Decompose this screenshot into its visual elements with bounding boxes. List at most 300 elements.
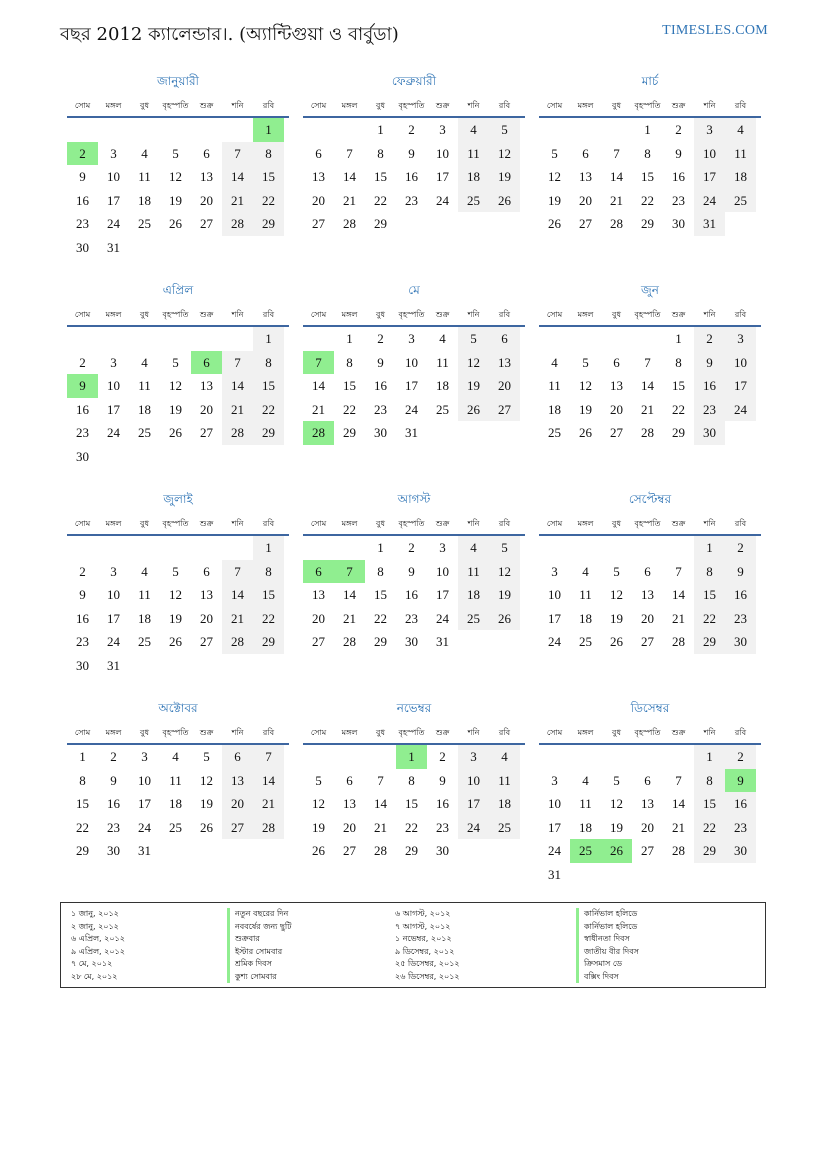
day-cell: 6 — [644, 563, 651, 579]
day-cell: 23 — [107, 819, 120, 835]
day-cell: 20 — [610, 401, 623, 417]
weekday-label: মঙ্গল — [341, 519, 358, 528]
legend-dates-col-1 — [71, 908, 125, 983]
weekday-label: সোম — [310, 310, 327, 319]
weekday-label: রবি — [498, 101, 511, 110]
day-cell: 3 — [141, 749, 148, 764]
day-cell: 22 — [672, 401, 685, 417]
day-cell: 31 — [694, 212, 725, 236]
month-block — [67, 490, 289, 677]
day-cell: 7 — [377, 772, 384, 788]
weekday-header — [67, 96, 289, 118]
weekday-header — [539, 96, 761, 118]
day-cell: 10 — [548, 587, 561, 602]
day-cell: 12 — [169, 169, 182, 184]
day-cell: 12 — [200, 772, 213, 788]
day-cell: 17 — [107, 401, 120, 417]
day-cell: 14 — [672, 796, 685, 811]
weekday-label: শনি — [703, 728, 716, 737]
day-cell: 28 — [641, 425, 654, 440]
day-cell: 15 — [672, 378, 685, 393]
empty-cell — [365, 745, 396, 769]
day-cell: 22 — [641, 192, 654, 208]
day-cell: 23 — [405, 610, 418, 626]
empty-cell — [570, 745, 601, 769]
day-cell: 4 — [141, 563, 148, 579]
weekday-label: শুক্র — [671, 101, 686, 110]
day-cell: 3 — [110, 145, 117, 161]
day-cell: 19 — [548, 192, 561, 208]
weekday-label: সোম — [310, 728, 327, 737]
day-cell: 19 — [610, 610, 623, 626]
day-cell: 8 — [253, 351, 284, 375]
day-cell: 13 — [222, 769, 253, 793]
day-cell: 13 — [641, 587, 654, 602]
day-cell: 15 — [374, 169, 387, 184]
weekday-label: রবি — [262, 310, 275, 319]
day-cell: 30 — [672, 216, 685, 231]
weekday-label: রবি — [498, 519, 511, 528]
day-cell: 5 — [172, 354, 179, 370]
day-cell: 4 — [458, 536, 489, 560]
empty-cell — [632, 327, 663, 351]
day-cell: 11 — [458, 560, 489, 584]
day-cell: 16 — [436, 796, 449, 811]
day-cell: 7 — [346, 145, 353, 161]
empty-cell — [67, 118, 98, 142]
empty-cell — [303, 118, 334, 142]
day-cell: 25 — [436, 401, 449, 417]
day-cell: 24 — [138, 819, 151, 835]
days-grid — [539, 536, 761, 654]
weekday-label: রবি — [734, 310, 747, 319]
day-cell: 23 — [374, 401, 387, 417]
day-cell: 22 — [405, 819, 418, 835]
weekday-label: মঙ্গল — [341, 101, 358, 110]
empty-cell — [601, 327, 632, 351]
empty-cell — [570, 327, 601, 351]
day-cell: 16 — [672, 169, 685, 184]
day-cell: 4 — [489, 745, 520, 769]
day-cell: 30 — [405, 634, 418, 649]
day-cell: 6 — [644, 772, 651, 788]
weekday-label: বুধ — [376, 728, 385, 737]
empty-cell — [539, 745, 570, 769]
weekday-label: মঙ্গল — [577, 728, 594, 737]
weekday-label: বুধ — [612, 101, 621, 110]
day-cell: 11 — [138, 378, 151, 393]
legend-holiday-name: ক্রিসমাস ডে — [576, 958, 639, 971]
day-cell: 10 — [436, 145, 449, 161]
day-cell: 25 — [138, 216, 151, 231]
weekday-label: মঙ্গল — [341, 310, 358, 319]
day-cell: 31 — [436, 634, 449, 649]
day-cell: 11 — [579, 587, 592, 602]
day-cell: 21 — [672, 610, 685, 626]
weekday-label: মঙ্গল — [577, 101, 594, 110]
weekday-header — [539, 723, 761, 745]
weekday-label: শনি — [467, 728, 480, 737]
day-cell: 14 — [610, 169, 623, 184]
day-cell: 10 — [405, 354, 418, 370]
empty-cell — [539, 327, 570, 351]
day-cell: 9 — [675, 145, 682, 161]
day-cell: 31 — [405, 425, 418, 440]
day-cell: 14 — [374, 796, 387, 811]
legend-date: ৬ এপ্রিল, ২০১২ — [71, 934, 125, 943]
day-cell: 19 — [458, 374, 489, 398]
weekday-label: বুধ — [140, 519, 149, 528]
day-cell: 23 — [436, 819, 449, 835]
holiday-day-cell: 28 — [303, 421, 334, 445]
day-cell: 16 — [76, 610, 89, 626]
day-cell: 22 — [694, 816, 725, 840]
day-cell: 18 — [458, 165, 489, 189]
day-cell: 8 — [408, 772, 415, 788]
day-cell: 17 — [107, 610, 120, 626]
month-name: সেপ্টেম্বর — [628, 492, 672, 506]
day-cell: 15 — [253, 165, 284, 189]
month-block — [67, 72, 289, 259]
day-cell: 2 — [79, 354, 86, 370]
day-cell: 8 — [253, 560, 284, 584]
day-cell: 21 — [610, 192, 623, 208]
day-cell: 19 — [312, 819, 325, 835]
day-cell: 4 — [141, 354, 148, 370]
day-cell: 8 — [694, 560, 725, 584]
day-cell: 16 — [405, 587, 418, 602]
day-cell: 14 — [253, 769, 284, 793]
weekday-label: বুধ — [140, 728, 149, 737]
day-cell: 4 — [725, 118, 756, 142]
day-cell: 27 — [312, 634, 325, 649]
day-cell: 1 — [675, 331, 682, 346]
month-name: জানুয়ারী — [157, 74, 199, 88]
day-cell: 21 — [253, 792, 284, 816]
empty-cell — [334, 536, 365, 560]
day-cell: 17 — [107, 192, 120, 208]
month-block — [303, 72, 525, 236]
weekday-label: রবি — [734, 101, 747, 110]
day-cell: 5 — [489, 118, 520, 142]
day-cell: 22 — [694, 607, 725, 631]
month-block — [539, 490, 761, 654]
empty-cell — [129, 118, 160, 142]
day-cell: 29 — [672, 425, 685, 440]
day-cell: 10 — [107, 587, 120, 602]
day-cell: 12 — [610, 796, 623, 811]
day-cell: 27 — [641, 634, 654, 649]
weekday-label: শনি — [231, 101, 244, 110]
day-cell: 13 — [489, 351, 520, 375]
day-cell: 5 — [458, 327, 489, 351]
day-cell: 24 — [725, 398, 756, 422]
day-cell: 17 — [458, 792, 489, 816]
day-cell: 12 — [489, 142, 520, 166]
day-cell: 24 — [436, 610, 449, 626]
month-name: জুন — [641, 283, 659, 297]
month-name: ফেব্রুয়ারী — [391, 74, 437, 88]
weekday-header — [67, 305, 289, 327]
weekday-label: শনি — [467, 101, 480, 110]
day-cell: 27 — [200, 216, 213, 231]
day-cell: 29 — [405, 843, 418, 858]
weekday-label: বৃহস্পতি — [398, 101, 425, 110]
weekday-label: রবি — [734, 519, 747, 528]
day-cell: 15 — [405, 796, 418, 811]
day-cell: 27 — [222, 816, 253, 840]
day-cell: 25 — [138, 634, 151, 649]
empty-cell — [129, 536, 160, 560]
holiday-day-cell: 6 — [191, 351, 222, 375]
legend-date: ২৫ ডিসেম্বর, ২০১২ — [395, 959, 460, 968]
legend-holiday-name: কার্নিভাল হলিডে — [576, 908, 639, 921]
day-cell: 20 — [579, 192, 592, 208]
day-cell: 1 — [377, 540, 384, 555]
day-cell: 25 — [548, 425, 561, 440]
day-cell: 14 — [222, 583, 253, 607]
day-cell: 18 — [436, 378, 449, 393]
weekday-label: রবি — [262, 728, 275, 737]
holiday-day-cell: 1 — [396, 745, 427, 769]
day-cell: 28 — [672, 843, 685, 858]
day-cell: 14 — [641, 378, 654, 393]
holiday-day-cell: 9 — [67, 374, 98, 398]
day-cell: 20 — [200, 401, 213, 417]
weekday-label: সোম — [74, 101, 91, 110]
empty-cell — [222, 536, 253, 560]
empty-cell — [67, 536, 98, 560]
day-cell: 29 — [694, 630, 725, 654]
day-cell: 24 — [548, 843, 561, 858]
day-cell: 20 — [312, 192, 325, 208]
weekday-label: বুধ — [140, 101, 149, 110]
weekday-label: শুক্র — [435, 519, 450, 528]
legend-holiday-name: বক্সিং দিবস — [576, 971, 639, 984]
day-cell: 26 — [200, 819, 213, 835]
day-cell: 6 — [315, 145, 322, 161]
day-cell: 10 — [548, 796, 561, 811]
day-cell: 19 — [489, 165, 520, 189]
month-block — [303, 699, 525, 863]
day-cell: 26 — [169, 634, 182, 649]
weekday-label: সোম — [74, 519, 91, 528]
day-cell: 13 — [343, 796, 356, 811]
brand-link[interactable]: TIMESLES.COM — [662, 23, 768, 38]
empty-cell — [334, 118, 365, 142]
day-cell: 30 — [76, 657, 89, 673]
day-cell: 6 — [346, 772, 353, 788]
legend-names-col-1 — [227, 908, 292, 983]
day-cell: 15 — [253, 583, 284, 607]
empty-cell — [67, 327, 98, 351]
day-cell: 4 — [551, 354, 558, 370]
day-cell: 22 — [343, 401, 356, 417]
day-cell: 4 — [172, 749, 179, 764]
legend-holiday-name: স্বাধীনতা দিবস — [576, 933, 639, 946]
day-cell: 7 — [222, 142, 253, 166]
day-cell: 1 — [694, 745, 725, 769]
day-cell: 11 — [548, 378, 561, 393]
day-cell: 30 — [374, 425, 387, 440]
day-cell: 9 — [408, 145, 415, 161]
weekday-header — [539, 305, 761, 327]
day-cell: 12 — [458, 351, 489, 375]
day-cell: 18 — [169, 796, 182, 811]
day-cell: 26 — [312, 843, 325, 858]
day-cell: 30 — [107, 843, 120, 858]
empty-cell — [191, 536, 222, 560]
day-cell: 5 — [315, 772, 322, 788]
day-cell: 22 — [374, 192, 387, 208]
empty-cell — [539, 118, 570, 142]
weekday-label: শনি — [231, 519, 244, 528]
day-cell: 23 — [76, 634, 89, 649]
empty-cell — [129, 327, 160, 351]
holiday-day-cell: 25 — [570, 839, 601, 863]
day-cell: 23 — [76, 216, 89, 231]
empty-cell — [160, 536, 191, 560]
day-cell: 6 — [582, 145, 589, 161]
day-cell: 29 — [641, 216, 654, 231]
weekday-label: শনি — [703, 101, 716, 110]
day-cell: 15 — [253, 374, 284, 398]
day-cell: 4 — [582, 772, 589, 788]
empty-cell — [570, 536, 601, 560]
weekday-header — [303, 305, 525, 327]
day-cell: 5 — [582, 354, 589, 370]
day-cell: 20 — [343, 819, 356, 835]
legend-holiday-name: ইস্টার সোমবার — [227, 946, 292, 959]
empty-cell — [191, 118, 222, 142]
legend-date: ২ জানু, ২০১২ — [71, 921, 119, 931]
day-cell: 10 — [436, 563, 449, 579]
day-cell: 18 — [579, 610, 592, 626]
weekday-label: সোম — [546, 519, 563, 528]
day-cell: 18 — [138, 192, 151, 208]
day-cell: 9 — [377, 354, 384, 370]
day-cell: 9 — [725, 560, 756, 584]
day-cell: 23 — [672, 192, 685, 208]
days-grid — [67, 327, 289, 468]
day-cell: 17 — [436, 169, 449, 184]
day-cell: 17 — [405, 378, 418, 393]
day-cell: 13 — [200, 378, 213, 393]
day-cell: 6 — [489, 327, 520, 351]
day-cell: 16 — [107, 796, 120, 811]
legend-date: ১ নভেম্বর, ২০১২ — [395, 934, 452, 943]
day-cell: 1 — [694, 536, 725, 560]
legend-holiday-name: নববর্ষের জন্য ছুটি — [227, 921, 292, 934]
weekday-label: রবি — [734, 728, 747, 737]
weekday-label: বুধ — [376, 101, 385, 110]
day-cell: 16 — [374, 378, 387, 393]
day-cell: 17 — [548, 819, 561, 835]
day-cell: 1 — [644, 122, 651, 137]
empty-cell — [334, 745, 365, 769]
weekday-label: বুধ — [376, 519, 385, 528]
day-cell: 27 — [641, 843, 654, 858]
weekday-label: শুক্র — [435, 310, 450, 319]
weekday-label: শুক্র — [199, 728, 214, 737]
weekday-label: সোম — [546, 310, 563, 319]
day-cell: 17 — [436, 587, 449, 602]
weekday-label: বৃহস্পতি — [162, 519, 189, 528]
weekday-label: শনি — [467, 310, 480, 319]
day-cell: 29 — [253, 421, 284, 445]
weekday-label: মঙ্গল — [577, 310, 594, 319]
day-cell: 9 — [439, 772, 446, 788]
day-cell: 31 — [107, 657, 120, 673]
weekday-label: শুক্র — [671, 310, 686, 319]
day-cell: 6 — [203, 145, 210, 161]
day-cell: 18 — [548, 401, 561, 417]
day-cell: 4 — [141, 145, 148, 161]
day-cell: 25 — [725, 189, 756, 213]
day-cell: 5 — [172, 145, 179, 161]
day-cell: 25 — [458, 607, 489, 631]
day-cell: 1 — [79, 749, 86, 764]
empty-cell — [98, 118, 129, 142]
weekday-label: বৃহস্পতি — [162, 728, 189, 737]
day-cell: 8 — [694, 769, 725, 793]
month-name: এপ্রিল — [162, 283, 194, 297]
day-cell: 2 — [408, 540, 415, 555]
day-cell: 20 — [641, 610, 654, 626]
day-cell: 2 — [439, 749, 446, 764]
weekday-header — [303, 96, 525, 118]
day-cell: 26 — [489, 189, 520, 213]
day-cell: 27 — [489, 398, 520, 422]
legend-date: ৬ আগস্ট, ২০১২ — [395, 909, 451, 918]
day-cell: 5 — [551, 145, 558, 161]
day-cell: 21 — [222, 189, 253, 213]
day-cell: 12 — [610, 587, 623, 602]
day-cell: 13 — [610, 378, 623, 393]
day-cell: 30 — [436, 843, 449, 858]
day-cell: 25 — [169, 819, 182, 835]
day-cell: 10 — [138, 772, 151, 788]
day-cell: 28 — [222, 212, 253, 236]
day-cell: 20 — [222, 792, 253, 816]
day-cell: 3 — [110, 354, 117, 370]
day-cell: 2 — [79, 563, 86, 579]
month-name: আগস্ট — [397, 492, 431, 506]
weekday-header — [303, 514, 525, 536]
day-cell: 19 — [169, 401, 182, 417]
days-grid — [303, 745, 525, 863]
empty-cell — [160, 118, 191, 142]
day-cell: 20 — [200, 610, 213, 626]
weekday-label: শনি — [703, 310, 716, 319]
day-cell: 21 — [343, 192, 356, 208]
days-grid — [303, 327, 525, 445]
weekday-label: শুক্র — [671, 519, 686, 528]
day-cell: 9 — [408, 563, 415, 579]
empty-cell — [222, 327, 253, 351]
day-cell: 19 — [200, 796, 213, 811]
day-cell: 21 — [672, 819, 685, 835]
day-cell: 28 — [610, 216, 623, 231]
empty-cell — [539, 536, 570, 560]
day-cell: 23 — [405, 192, 418, 208]
legend-date: ১ জানু, ২০১২ — [71, 909, 119, 918]
weekday-label: বৃহস্পতি — [162, 101, 189, 110]
day-cell: 13 — [312, 169, 325, 184]
day-cell: 29 — [374, 216, 387, 231]
weekday-label: মঙ্গল — [105, 519, 122, 528]
day-cell: 24 — [405, 401, 418, 417]
